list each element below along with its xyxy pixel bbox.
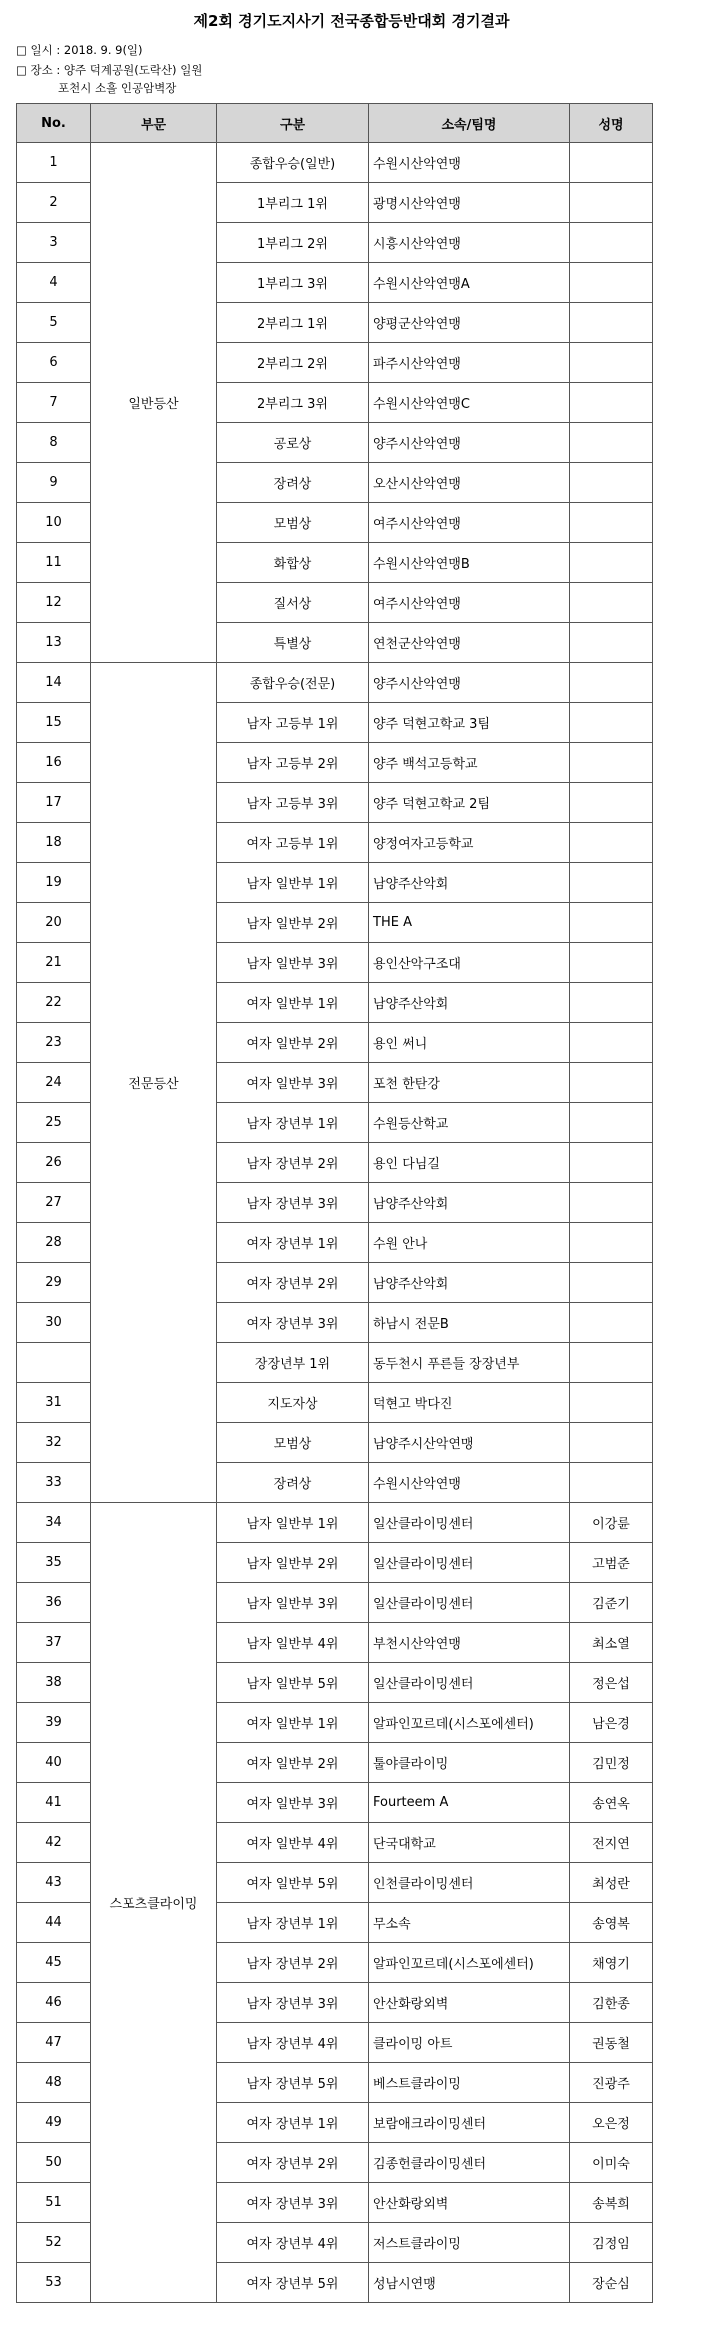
row-number: 33 xyxy=(17,1463,91,1503)
row-number: 51 xyxy=(17,2183,91,2223)
team-name: 수원시산악연맹A xyxy=(369,263,570,303)
award-category: 남자 일반부 1위 xyxy=(217,863,369,903)
award-category: 여자 고등부 1위 xyxy=(217,823,369,863)
award-category: 남자 장년부 5위 xyxy=(217,2063,369,2103)
page-title: 제2회 경기도지사기 전국종합등반대회 경기결과 xyxy=(193,12,510,30)
person-name xyxy=(570,863,653,903)
award-category: 화합상 xyxy=(217,543,369,583)
row-number: 2 xyxy=(17,183,91,223)
person-name xyxy=(570,1463,653,1503)
team-name: 수원시산악연맹C xyxy=(369,383,570,423)
row-number: 25 xyxy=(17,1103,91,1143)
team-name: 남양주산악회 xyxy=(369,983,570,1023)
award-category: 여자 장년부 4위 xyxy=(217,2223,369,2263)
team-name: 양주 백석고등학교 xyxy=(369,743,570,783)
award-category: 2부리그 2위 xyxy=(217,343,369,383)
award-category: 남자 고등부 1위 xyxy=(217,703,369,743)
award-category: 남자 일반부 4위 xyxy=(217,1623,369,1663)
team-name: 부천시산악연맹 xyxy=(369,1623,570,1663)
award-category: 남자 장년부 2위 xyxy=(217,1943,369,1983)
person-name xyxy=(570,1383,653,1423)
award-category: 여자 장년부 2위 xyxy=(217,2143,369,2183)
row-number: 19 xyxy=(17,863,91,903)
team-name: 수원시산악연맹 xyxy=(369,1463,570,1503)
team-name: 하남시 전문B xyxy=(369,1303,570,1343)
team-name: 알파인꼬르데(시스포에센터) xyxy=(369,1943,570,1983)
award-category: 1부리그 2위 xyxy=(217,223,369,263)
team-name: 덕현고 박다진 xyxy=(369,1383,570,1423)
header-name: 성명 xyxy=(570,104,653,143)
award-category: 여자 장년부 3위 xyxy=(217,2183,369,2223)
team-name: 양주 덕현고학교 2팀 xyxy=(369,783,570,823)
team-name: 양정여자고등학교 xyxy=(369,823,570,863)
table-header-row xyxy=(17,104,653,143)
person-name: 전지연 xyxy=(570,1823,653,1863)
row-number: 30 xyxy=(17,1303,91,1343)
person-name xyxy=(570,1143,653,1183)
row-number: 11 xyxy=(17,543,91,583)
team-name: 안산화랑외벽 xyxy=(369,2183,570,2223)
team-name: THE A xyxy=(369,903,570,943)
row-number: 34 xyxy=(17,1503,91,1543)
team-name: 양주 덕현고학교 3팀 xyxy=(369,703,570,743)
award-category: 장려상 xyxy=(217,463,369,503)
row-number: 26 xyxy=(17,1143,91,1183)
person-name xyxy=(570,903,653,943)
person-name xyxy=(570,983,653,1023)
award-category: 여자 장년부 1위 xyxy=(217,2103,369,2143)
row-number: 41 xyxy=(17,1783,91,1823)
team-name: 수원 안나 xyxy=(369,1223,570,1263)
person-name: 김준기 xyxy=(570,1583,653,1623)
team-name: 무소속 xyxy=(369,1903,570,1943)
row-number: 49 xyxy=(17,2103,91,2143)
award-category: 남자 일반부 1위 xyxy=(217,1503,369,1543)
row-number: 35 xyxy=(17,1543,91,1583)
row-number: 36 xyxy=(17,1583,91,1623)
team-name: 광명시산악연맹 xyxy=(369,183,570,223)
person-name xyxy=(570,343,653,383)
event-place: □ 장소 : 양주 덕계공원(도락산) 일원 xyxy=(16,63,203,77)
row-number: 18 xyxy=(17,823,91,863)
team-name: 용인산악구조대 xyxy=(369,943,570,983)
table-row xyxy=(17,143,653,183)
results-body xyxy=(17,143,653,2303)
award-category: 공로상 xyxy=(217,423,369,463)
row-number: 4 xyxy=(17,263,91,303)
person-name: 오은정 xyxy=(570,2103,653,2143)
person-name: 권동철 xyxy=(570,2023,653,2063)
team-name: 여주시산악연맹 xyxy=(369,503,570,543)
award-category: 여자 일반부 2위 xyxy=(217,1023,369,1063)
row-number: 50 xyxy=(17,2143,91,2183)
row-number: 29 xyxy=(17,1263,91,1303)
award-category: 여자 장년부 5위 xyxy=(217,2263,369,2303)
row-number: 27 xyxy=(17,1183,91,1223)
award-category: 여자 일반부 4위 xyxy=(217,1823,369,1863)
award-category: 여자 장년부 3위 xyxy=(217,1303,369,1343)
row-number: 45 xyxy=(17,1943,91,1983)
person-name xyxy=(570,223,653,263)
person-name xyxy=(570,1343,653,1383)
person-name: 정은섭 xyxy=(570,1663,653,1703)
person-name: 송복희 xyxy=(570,2183,653,2223)
person-name: 장순심 xyxy=(570,2263,653,2303)
person-name xyxy=(570,1423,653,1463)
person-name xyxy=(570,1063,653,1103)
award-category: 모범상 xyxy=(217,503,369,543)
person-name xyxy=(570,1183,653,1223)
person-name xyxy=(570,303,653,343)
person-name xyxy=(570,1263,653,1303)
person-name xyxy=(570,423,653,463)
award-category: 남자 장년부 2위 xyxy=(217,1143,369,1183)
team-name: Fourteem A xyxy=(369,1783,570,1823)
team-name: 툴야클라이밍 xyxy=(369,1743,570,1783)
team-name: 알파인꼬르데(시스포에센터) xyxy=(369,1703,570,1743)
person-name: 최성란 xyxy=(570,1863,653,1903)
person-name xyxy=(570,1103,653,1143)
award-category: 여자 일반부 2위 xyxy=(217,1743,369,1783)
event-date: □ 일시 : 2018. 9. 9(일) xyxy=(16,43,143,57)
row-number: 28 xyxy=(17,1223,91,1263)
division-name: 일반등산 xyxy=(91,143,217,663)
award-category: 남자 고등부 2위 xyxy=(217,743,369,783)
person-name: 송영복 xyxy=(570,1903,653,1943)
person-name xyxy=(570,743,653,783)
row-number xyxy=(17,1343,91,1383)
person-name xyxy=(570,623,653,663)
row-number: 42 xyxy=(17,1823,91,1863)
team-name: 일산클라이밍센터 xyxy=(369,1543,570,1583)
award-category: 남자 장년부 3위 xyxy=(217,1183,369,1223)
person-name xyxy=(570,943,653,983)
team-name: 용인 다님길 xyxy=(369,1143,570,1183)
division-name: 전문등산 xyxy=(91,663,217,1503)
row-number: 15 xyxy=(17,703,91,743)
person-name xyxy=(570,703,653,743)
team-name: 클라이밍 아트 xyxy=(369,2023,570,2063)
person-name xyxy=(570,263,653,303)
award-category: 2부리그 3위 xyxy=(217,383,369,423)
division-name: 스포츠클라이밍 xyxy=(91,1503,217,2303)
award-category: 종합우승(전문) xyxy=(217,663,369,703)
row-number: 17 xyxy=(17,783,91,823)
person-name xyxy=(570,463,653,503)
award-category: 남자 일반부 2위 xyxy=(217,903,369,943)
row-number: 24 xyxy=(17,1063,91,1103)
row-number: 47 xyxy=(17,2023,91,2063)
award-category: 남자 장년부 3위 xyxy=(217,1983,369,2023)
row-number: 1 xyxy=(17,143,91,183)
person-name xyxy=(570,543,653,583)
team-name: 동두천시 푸른들 장장년부 xyxy=(369,1343,570,1383)
team-name: 양주시산악연맹 xyxy=(369,423,570,463)
row-number: 48 xyxy=(17,2063,91,2103)
team-name: 양주시산악연맹 xyxy=(369,663,570,703)
team-name: 김종헌클라이밍센터 xyxy=(369,2143,570,2183)
team-name: 인천클라이밍센터 xyxy=(369,1863,570,1903)
person-name xyxy=(570,783,653,823)
person-name xyxy=(570,143,653,183)
row-number: 32 xyxy=(17,1423,91,1463)
row-number: 5 xyxy=(17,303,91,343)
award-category: 모범상 xyxy=(217,1423,369,1463)
row-number: 23 xyxy=(17,1023,91,1063)
award-category: 장려상 xyxy=(217,1463,369,1503)
award-category: 남자 장년부 1위 xyxy=(217,1903,369,1943)
header-team: 소속/팀명 xyxy=(369,104,570,143)
team-name: 보람애크라이밍센터 xyxy=(369,2103,570,2143)
award-category: 여자 일반부 1위 xyxy=(217,1703,369,1743)
row-number: 16 xyxy=(17,743,91,783)
row-number: 38 xyxy=(17,1663,91,1703)
person-name: 김민정 xyxy=(570,1743,653,1783)
person-name xyxy=(570,663,653,703)
person-name: 김한종 xyxy=(570,1983,653,2023)
row-number: 10 xyxy=(17,503,91,543)
person-name: 이강륜 xyxy=(570,1503,653,1543)
row-number: 43 xyxy=(17,1863,91,1903)
award-category: 질서상 xyxy=(217,583,369,623)
award-category: 남자 일반부 2위 xyxy=(217,1543,369,1583)
award-category: 여자 장년부 1위 xyxy=(217,1223,369,1263)
row-number: 53 xyxy=(17,2263,91,2303)
team-name: 남양주산악회 xyxy=(369,1183,570,1223)
person-name xyxy=(570,1303,653,1343)
row-number: 9 xyxy=(17,463,91,503)
row-number: 14 xyxy=(17,663,91,703)
award-category: 지도자상 xyxy=(217,1383,369,1423)
person-name xyxy=(570,583,653,623)
person-name: 이미숙 xyxy=(570,2143,653,2183)
award-category: 1부리그 3위 xyxy=(217,263,369,303)
award-category: 남자 일반부 5위 xyxy=(217,1663,369,1703)
team-name: 성남시연맹 xyxy=(369,2263,570,2303)
row-number: 22 xyxy=(17,983,91,1023)
award-category: 1부리그 1위 xyxy=(217,183,369,223)
award-category: 여자 장년부 2위 xyxy=(217,1263,369,1303)
award-category: 종합우승(일반) xyxy=(217,143,369,183)
team-name: 일산클라이밍센터 xyxy=(369,1663,570,1703)
award-category: 남자 일반부 3위 xyxy=(217,943,369,983)
row-number: 46 xyxy=(17,1983,91,2023)
row-number: 8 xyxy=(17,423,91,463)
team-name: 남양주시산악연맹 xyxy=(369,1423,570,1463)
person-name xyxy=(570,183,653,223)
header-category: 구분 xyxy=(217,104,369,143)
award-category: 2부리그 1위 xyxy=(217,303,369,343)
table-row xyxy=(17,663,653,703)
row-number: 6 xyxy=(17,343,91,383)
award-category: 장장년부 1위 xyxy=(217,1343,369,1383)
team-name: 포천 한탄강 xyxy=(369,1063,570,1103)
person-name: 남은경 xyxy=(570,1703,653,1743)
row-number: 3 xyxy=(17,223,91,263)
row-number: 12 xyxy=(17,583,91,623)
team-name: 단국대학교 xyxy=(369,1823,570,1863)
team-name: 일산클라이밍센터 xyxy=(369,1503,570,1543)
team-name: 베스트클라이밍 xyxy=(369,2063,570,2103)
team-name: 파주시산악연맹 xyxy=(369,343,570,383)
person-name xyxy=(570,1223,653,1263)
award-category: 여자 일반부 3위 xyxy=(217,1783,369,1823)
person-name: 채영기 xyxy=(570,1943,653,1983)
team-name: 남양주산악회 xyxy=(369,863,570,903)
person-name: 최소열 xyxy=(570,1623,653,1663)
row-number: 20 xyxy=(17,903,91,943)
row-number: 31 xyxy=(17,1383,91,1423)
person-name: 진광주 xyxy=(570,2063,653,2103)
team-name: 남양주산악회 xyxy=(369,1263,570,1303)
award-category: 여자 일반부 5위 xyxy=(217,1863,369,1903)
person-name xyxy=(570,1023,653,1063)
person-name: 송연옥 xyxy=(570,1783,653,1823)
team-name: 여주시산악연맹 xyxy=(369,583,570,623)
row-number: 7 xyxy=(17,383,91,423)
table-row xyxy=(17,1503,653,1543)
team-name: 연천군산악연맹 xyxy=(369,623,570,663)
header-no: No. xyxy=(17,104,91,143)
team-name: 수원시산악연맹 xyxy=(369,143,570,183)
award-category: 남자 장년부 4위 xyxy=(217,2023,369,2063)
team-name: 수원시산악연맹B xyxy=(369,543,570,583)
team-name: 오산시산악연맹 xyxy=(369,463,570,503)
row-number: 13 xyxy=(17,623,91,663)
person-name xyxy=(570,503,653,543)
header-division: 부문 xyxy=(91,104,217,143)
row-number: 37 xyxy=(17,1623,91,1663)
person-name: 김정임 xyxy=(570,2223,653,2263)
person-name: 고범준 xyxy=(570,1543,653,1583)
team-name: 일산클라이밍센터 xyxy=(369,1583,570,1623)
team-name: 안산화랑외벽 xyxy=(369,1983,570,2023)
row-number: 40 xyxy=(17,1743,91,1783)
team-name: 시흥시산악연맹 xyxy=(369,223,570,263)
team-name: 양평군산악연맹 xyxy=(369,303,570,343)
row-number: 52 xyxy=(17,2223,91,2263)
person-name xyxy=(570,383,653,423)
award-category: 여자 일반부 1위 xyxy=(217,983,369,1023)
award-category: 남자 장년부 1위 xyxy=(217,1103,369,1143)
team-name: 용인 써니 xyxy=(369,1023,570,1063)
award-category: 남자 일반부 3위 xyxy=(217,1583,369,1623)
row-number: 44 xyxy=(17,1903,91,1943)
results-table xyxy=(16,103,653,2303)
event-place-secondary: 포천시 소흘 인공암벽장 xyxy=(58,81,177,95)
team-name: 저스트클라이밍 xyxy=(369,2223,570,2263)
row-number: 21 xyxy=(17,943,91,983)
award-category: 특별상 xyxy=(217,623,369,663)
person-name xyxy=(570,823,653,863)
award-category: 남자 고등부 3위 xyxy=(217,783,369,823)
team-name: 수원등산학교 xyxy=(369,1103,570,1143)
award-category: 여자 일반부 3위 xyxy=(217,1063,369,1103)
row-number: 39 xyxy=(17,1703,91,1743)
